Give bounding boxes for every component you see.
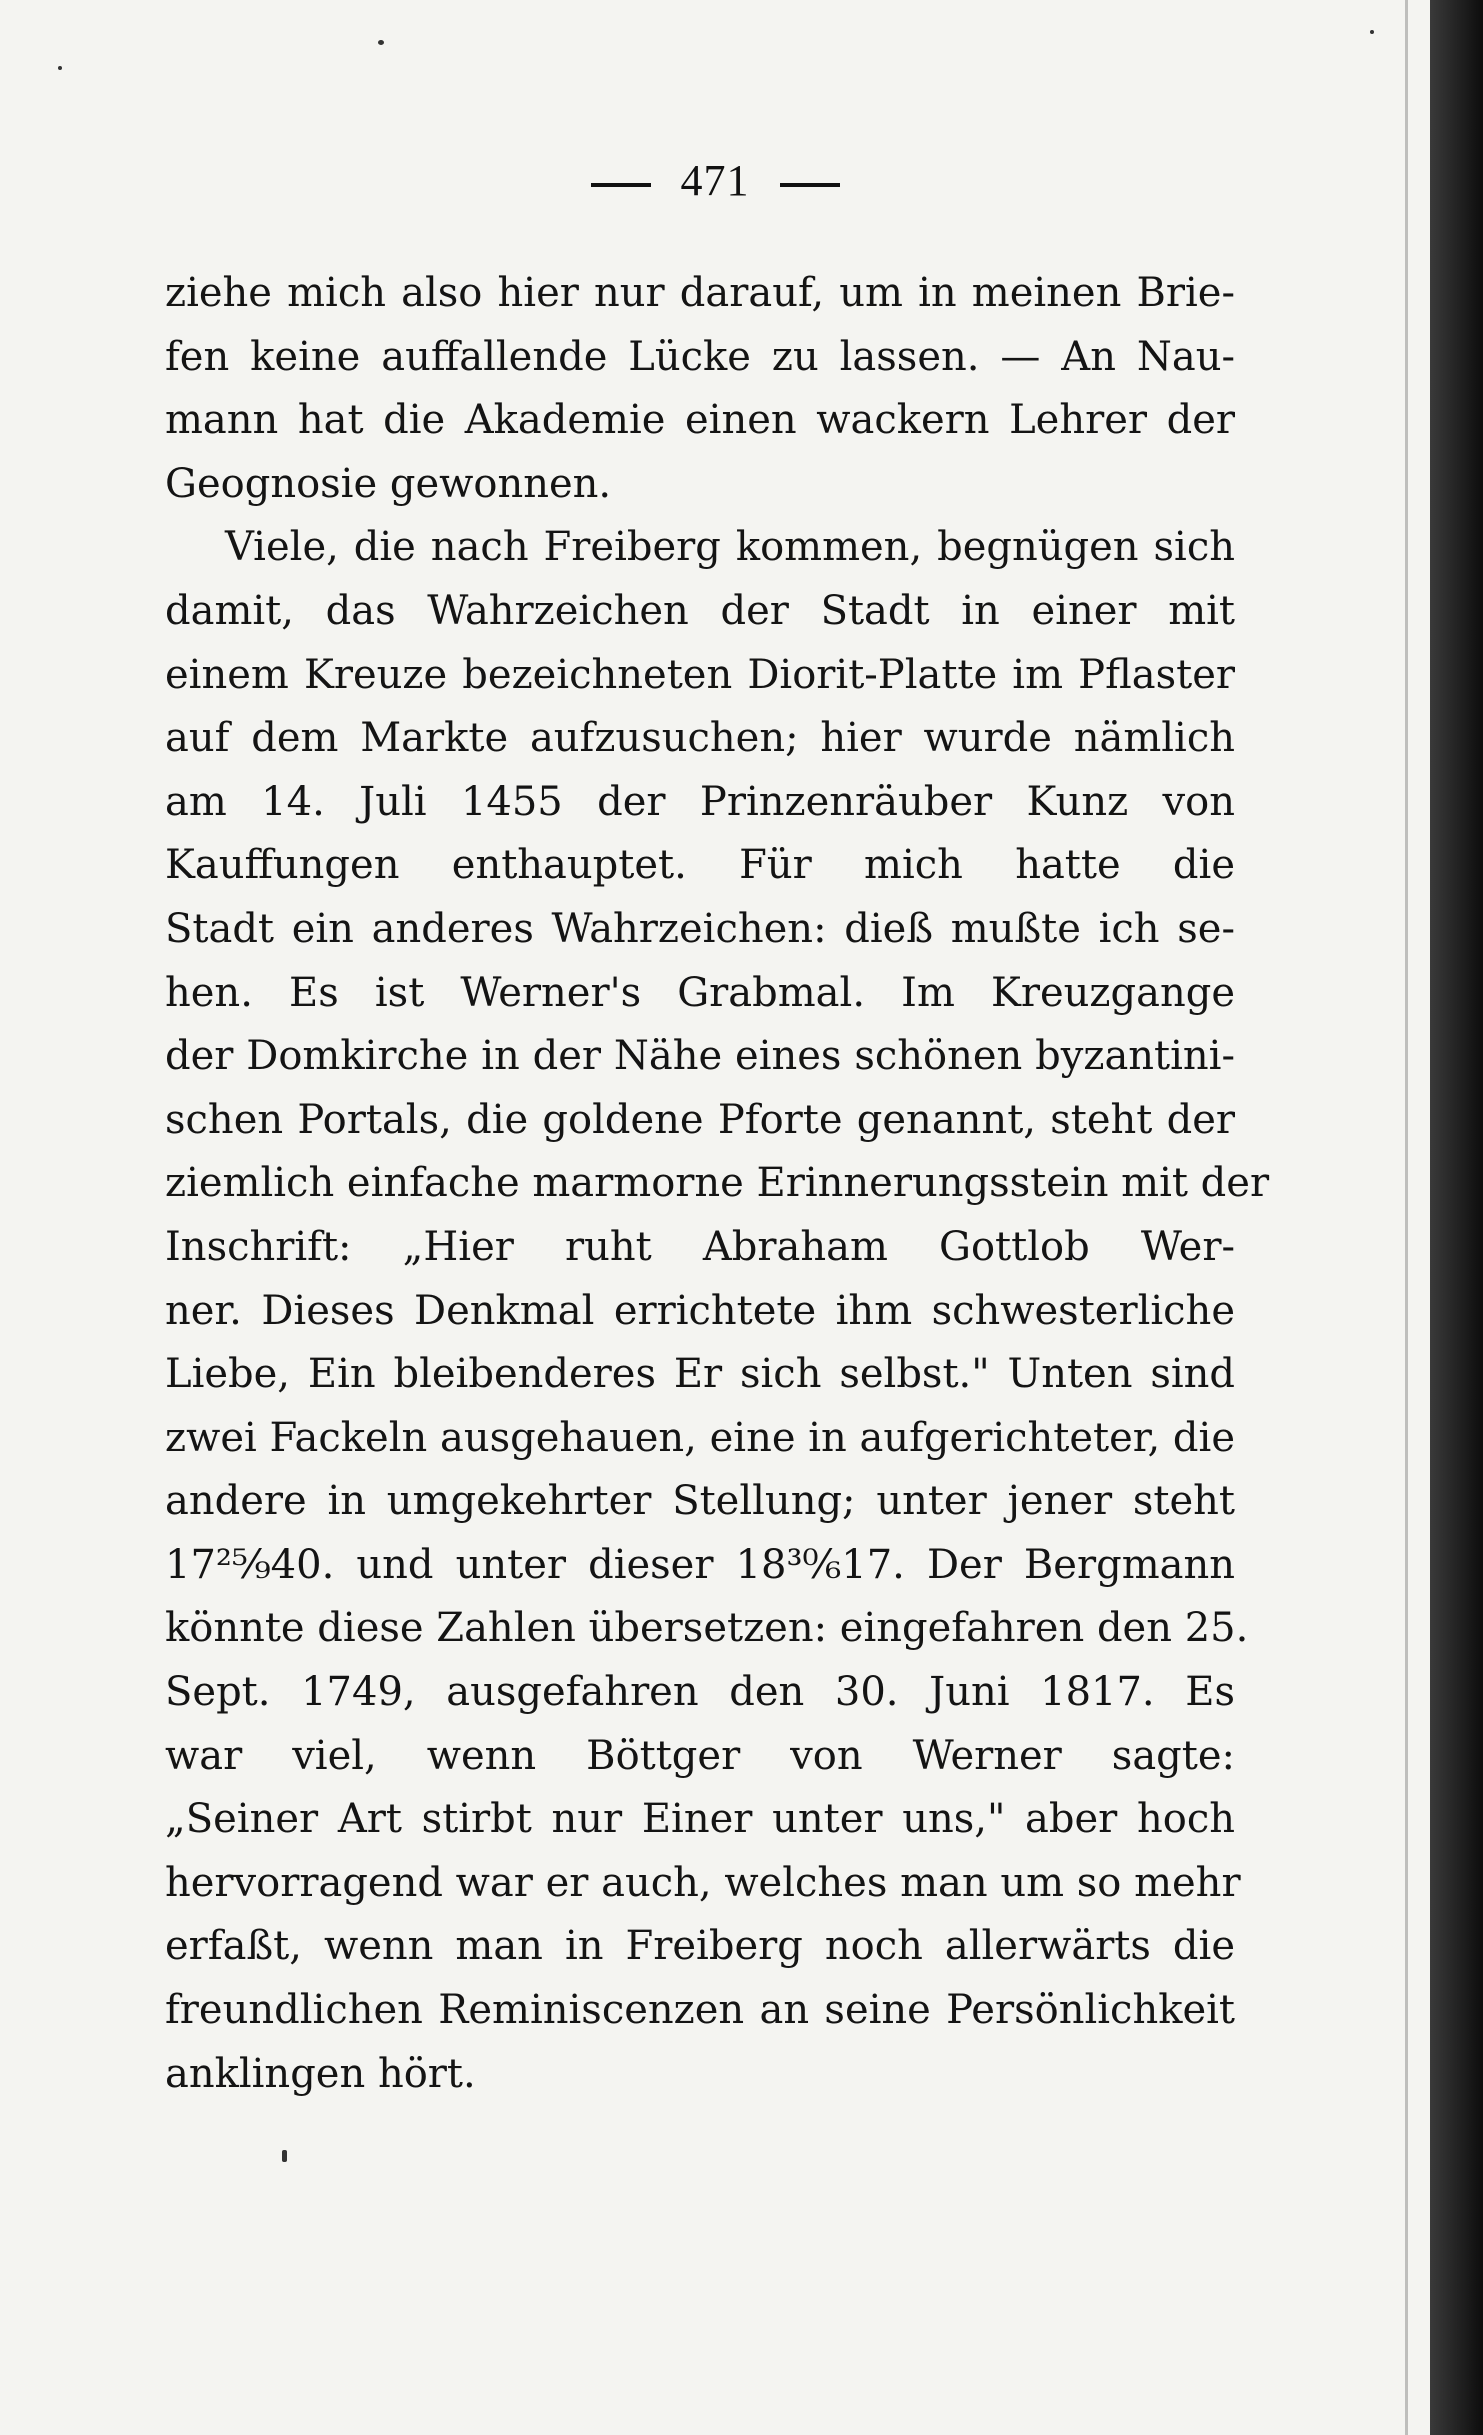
text-line: mann hat die Akademie einen wackern Lehrer der xyxy=(165,397,1235,444)
text-line: hen. Es ist Werner's Grabmal. Im Kreuzgange xyxy=(165,969,1235,1016)
text-line: Inschrift: „Hier ruht Abraham Gottlob Wer- xyxy=(165,1223,1235,1270)
text-line: Stadt ein anderes Wahrzeichen: dieß mußte ich se- xyxy=(165,905,1235,952)
page-number: 471 xyxy=(680,156,750,205)
ink-speck xyxy=(378,40,384,45)
text-line: ner. Dieses Denkmal errichtete ihm schwesterliche xyxy=(165,1287,1235,1334)
text-line: hervorragend war er auch, welches man um so mehr xyxy=(165,1859,1241,1906)
text-line: Viele, die nach Freiberg kommen, begnügen sich xyxy=(225,524,1235,571)
text-line: könnte diese Zahlen übersetzen: eingefahren den 25. xyxy=(165,1605,1249,1652)
ink-speck xyxy=(282,2150,287,2162)
page-header xyxy=(0,155,1430,206)
header-dash-right xyxy=(780,183,840,187)
text-line: „Seiner Art stirbt nur Einer unter uns," aber hoch xyxy=(165,1796,1235,1843)
text-line: Kauffungen enthauptet. Für mich hatte die xyxy=(165,842,1235,889)
text-line: auf dem Markte aufzusuchen; hier wurde nämlich xyxy=(165,715,1235,762)
text-line: fen keine auffallende Lücke zu lassen. — An Nau- xyxy=(165,333,1235,380)
text-line: anklingen hört. xyxy=(165,2050,476,2097)
text-line: freundlichen Reminiscenzen an seine Persönlichkeit xyxy=(165,1987,1235,2034)
text-line: ziehe mich also hier nur darauf, um in meinen Brie- xyxy=(165,270,1235,316)
text-line: Geognosie gewonnen. xyxy=(165,460,612,507)
header-dash-left xyxy=(591,183,651,187)
text-line: Sept. 1749, ausgefahren den 30. Juni 1817. Es xyxy=(165,1669,1235,1716)
text-line: zwei Fackeln ausgehauen, eine in aufgerichteter, die xyxy=(165,1414,1235,1461)
ink-speck xyxy=(1370,30,1374,34)
text-line: damit, das Wahrzeichen der Stadt in einer mit xyxy=(165,587,1235,634)
text-line: einem Kreuze bezeichneten Diorit-Platte im Pflaster xyxy=(165,651,1235,698)
page-edge-line xyxy=(1405,0,1408,2435)
ink-speck xyxy=(58,66,62,70)
text-line: der Domkirche in der Nähe eines schönen byzantini- xyxy=(165,1033,1235,1080)
text-line: Liebe, Ein bleibenderes Er sich selbst." Unten sind xyxy=(165,1351,1235,1398)
text-line: schen Portals, die goldene Pforte genannt, steht der xyxy=(165,1096,1235,1143)
body-text xyxy=(165,262,1270,2106)
text-line: erfaßt, wenn man in Freiberg noch allerwärts die xyxy=(165,1923,1235,1970)
book-spine-shadow xyxy=(1430,0,1483,2435)
text-line: am 14. Juli 1455 der Prinzenräuber Kunz von xyxy=(165,778,1235,825)
text-line: ziemlich einfache marmorne Erinnerungsstein mit der xyxy=(165,1160,1270,1207)
text-line: war viel, wenn Böttger von Werner sagte: xyxy=(165,1732,1235,1779)
text-line: 17²⁵⁄₉40. und unter dieser 18³⁰⁄₆17. Der Bergmann xyxy=(165,1541,1235,1588)
text-line: andere in umgekehrter Stellung; unter jener steht xyxy=(165,1478,1235,1525)
